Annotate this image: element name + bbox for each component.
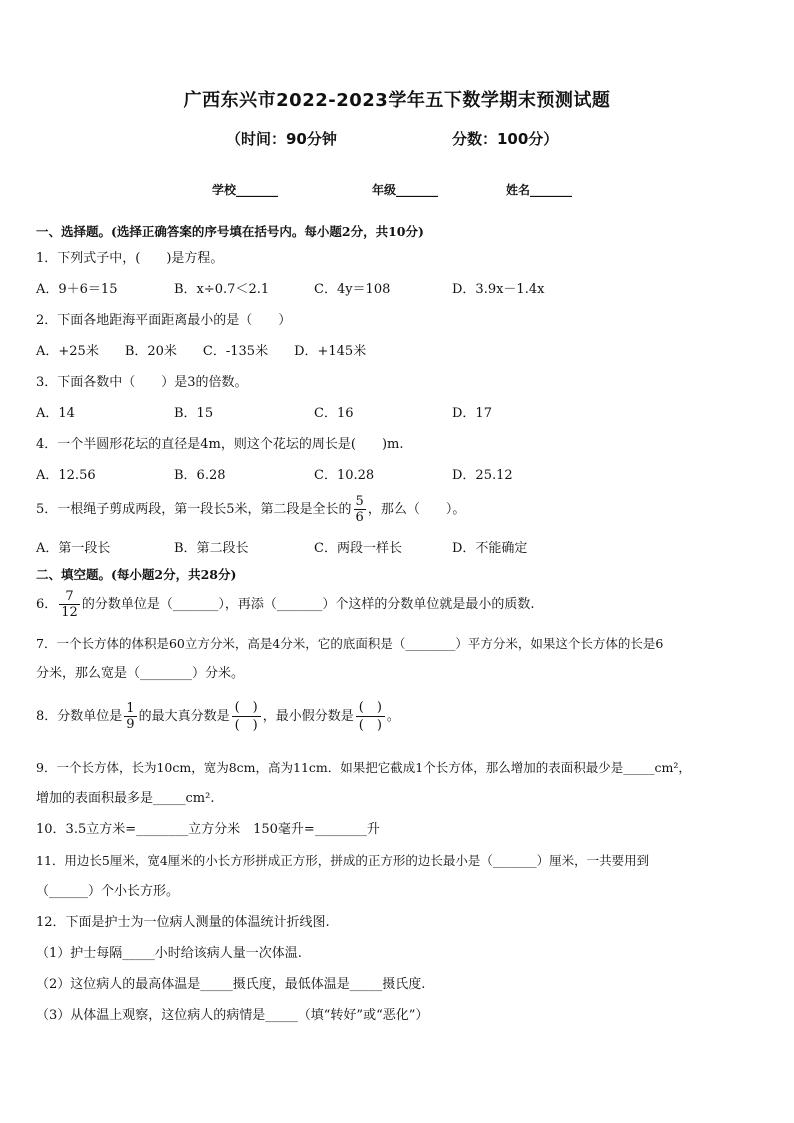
q2-stem: 2．下面各地距海平面距离最小的是（ ）	[36, 313, 292, 328]
q1-option-d: D．3.9x－1.4x	[452, 282, 545, 297]
name-field: 姓名_______	[506, 183, 573, 197]
q11-line1: 11．用边长5厘米，宽4厘米的小长方形拼成正方形，拼成的正方形的边长最小是（_______）厘米，一共要用到	[36, 853, 650, 868]
q5-option-a: A．第一段长	[36, 541, 111, 556]
q10-text: 10．3.5立方米=________立方分米 150毫升=________升	[36, 822, 380, 837]
q8-mid: 的最大真分数是	[138, 709, 230, 724]
q3-option-d: D．17	[452, 406, 492, 421]
q7-line1: 7．一个长方体的体积是60立方分米，高是4分米，它的底面积是（________）平方分米，如果这个长方体的长是6	[36, 636, 664, 651]
q8-blank-top-2: ( )	[356, 699, 385, 717]
q5-option-c: C．两段一样长	[314, 541, 402, 556]
page-title: 广西东兴市2022-2023学年五下数学期末预测试题	[183, 90, 611, 111]
q4-option-c: C．10.28	[314, 468, 375, 483]
q5-stem-pre: 5．一根绳子剪成两段，第一段长5米，第二段是全长的	[36, 502, 352, 517]
q6-pre: 6．	[36, 597, 58, 612]
q1-option-b: B．x÷0.7＜2.1	[174, 282, 270, 297]
q6-post: 的分数单位是（_______），再添（_______）个这样的分数单位就是最小的质数.	[81, 597, 535, 612]
q4-option-a: A．12.56	[36, 468, 96, 483]
q6-fraction-numerator: 7	[59, 589, 80, 605]
q8-end: 。	[386, 709, 400, 724]
q3-stem: 3．下面各数中（ ）是3的倍数。	[36, 375, 248, 390]
q9-line2: 增加的表面积最多是_____cm².	[36, 791, 215, 806]
q8-stem	[36, 699, 400, 734]
exam-score: 分数：100分）	[452, 130, 559, 148]
q8-fraction	[124, 701, 136, 732]
section1-heading: 一、选择题。(选择正确答案的序号填在括号内。每小题2分，共10分)	[36, 224, 424, 239]
q8-blank-fraction-2	[356, 699, 385, 734]
q1-option-c: C．4y＝108	[314, 282, 391, 297]
q5-stem	[36, 494, 465, 525]
q8-fraction-denominator: 9	[126, 717, 135, 732]
q8-mid2: ，最小假分数是	[262, 709, 354, 724]
q8-blank-bottom-2: ( )	[358, 718, 382, 733]
q8-blank-top-1: ( )	[232, 699, 261, 717]
q7-line2: 分米，那么宽是（________）分米。	[36, 666, 245, 681]
q8-blank-fraction-1	[232, 699, 261, 734]
q5-fraction	[354, 494, 366, 525]
q4-option-b: B．6.28	[174, 468, 226, 483]
q8-fraction-numerator: 1	[126, 701, 135, 716]
q12-stem: 12．下面是护士为一位病人测量的体温统计折线图.	[36, 915, 330, 930]
q8-pre: 8．分数单位是	[36, 709, 123, 724]
q12-sub2: （2）这位病人的最高体温是_____摄氏度，最低体温是_____摄氏度.	[36, 977, 426, 992]
q1-option-a: A．9＋6＝15	[36, 282, 118, 297]
q8-blank-bottom-1: ( )	[234, 718, 258, 733]
q12-sub1: （1）护士每隔_____小时给该病人量一次体温.	[36, 946, 302, 961]
q5-stem-post: ，那么（ ）。	[367, 502, 466, 517]
q3-option-b: B．15	[174, 406, 214, 421]
q6-fraction-denominator: 12	[61, 605, 78, 620]
q2-options: A．+25米 B．20米 C．-135米 D．+145米	[36, 344, 367, 359]
q3-option-c: C．16	[314, 406, 354, 421]
q9-line1: 9．一个长方体，长为10cm，宽为8cm，高为11cm．如果把它截成1个长方体，那么增加的表面积最少是_____cm²，	[36, 760, 691, 775]
q4-stem: 4．一个半圆形花坛的直径是4m，则这个花坛的周长是( )m.	[36, 437, 404, 452]
q6-stem	[36, 589, 534, 620]
q5-option-d: D．不能确定	[452, 541, 528, 556]
q5-option-b: B．第二段长	[174, 541, 249, 556]
section2-heading: 二、填空题。(每小题2分，共28分)	[36, 567, 237, 582]
grade-field: 年级_______	[372, 183, 439, 197]
school-field: 学校_______	[212, 183, 279, 197]
exam-time: （时间：90分钟	[226, 130, 337, 148]
q4-option-d: D．25.12	[452, 468, 513, 483]
q12-sub3: （3）从体温上观察，这位病人的病情是_____（填“转好”或“恶化”）	[36, 1008, 429, 1023]
q5-fraction-denominator: 6	[355, 510, 364, 525]
q5-fraction-numerator: 5	[355, 494, 364, 509]
q11-line2: （______）个小长方形。	[36, 884, 180, 899]
q3-option-a: A．14	[36, 406, 75, 421]
q1-stem: 1．下列式子中，( )是方程。	[36, 251, 224, 266]
q6-fraction	[59, 589, 80, 620]
